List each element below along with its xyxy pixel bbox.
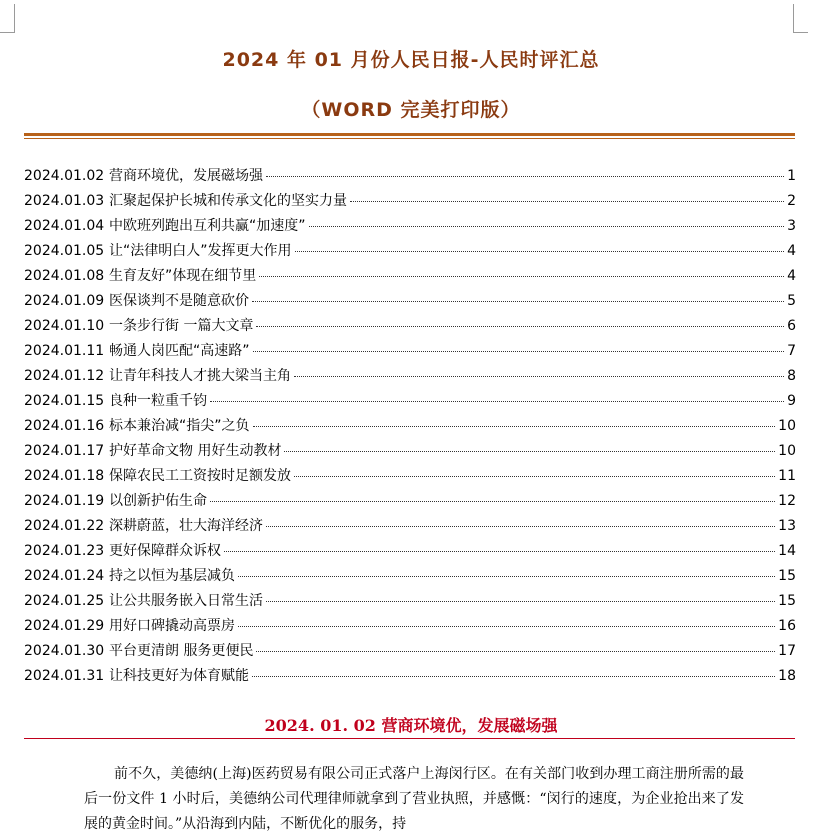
- toc-leader-dots: [266, 601, 775, 602]
- document-title: 2024 年 01 月份人民日报-人民时评汇总: [222, 49, 600, 71]
- toc-entry[interactable]: [24, 566, 796, 591]
- toc-leader-dots: [252, 676, 775, 677]
- toc-date: 2024.01.09: [24, 293, 105, 309]
- toc-page-number: 10: [778, 418, 796, 434]
- toc-entry[interactable]: [24, 341, 796, 366]
- toc-title[interactable]: 让公共服务嵌入日常生活: [109, 593, 263, 609]
- toc-leader-dots: [295, 251, 785, 252]
- page-corner-mark-right: [793, 4, 808, 33]
- toc-entry[interactable]: [24, 591, 796, 616]
- toc-page-number: 15: [778, 568, 796, 584]
- toc-date: 2024.01.03: [24, 193, 105, 209]
- toc-page-number: 14: [778, 543, 796, 559]
- toc-page-number: 9: [787, 393, 796, 409]
- toc-leader-dots: [224, 551, 775, 552]
- table-of-contents: [24, 166, 796, 691]
- toc-date: 2024.01.12: [24, 368, 105, 384]
- title-divider-thick: [24, 133, 795, 136]
- toc-leader-dots: [253, 426, 776, 427]
- toc-leader-dots: [294, 476, 775, 477]
- toc-date: 2024.01.19: [24, 493, 105, 509]
- toc-date: 2024.01.16: [24, 418, 105, 434]
- toc-entry[interactable]: [24, 441, 796, 466]
- toc-title[interactable]: 畅通人岗匹配“高速路”: [109, 343, 250, 359]
- toc-title[interactable]: 让青年科技人才挑大梁当主角: [109, 368, 291, 384]
- toc-title[interactable]: 护好革命文物 用好生动教材: [109, 443, 282, 459]
- toc-leader-dots: [256, 326, 784, 327]
- toc-leader-dots: [238, 576, 775, 577]
- toc-title[interactable]: 让“法律明白人”发挥更大作用: [109, 243, 292, 259]
- toc-title[interactable]: 用好口碑撬动高票房: [109, 618, 235, 634]
- toc-date: 2024.01.30: [24, 643, 105, 659]
- toc-page-number: 10: [778, 443, 796, 459]
- toc-page-number: 4: [787, 268, 796, 284]
- toc-entry[interactable]: [24, 166, 796, 191]
- toc-date: 2024.01.18: [24, 468, 105, 484]
- toc-date: 2024.01.05: [24, 243, 105, 259]
- toc-title[interactable]: 保障农民工工资按时足额发放: [109, 468, 291, 484]
- document-subtitle: （WORD 完美打印版）: [301, 99, 521, 121]
- toc-leader-dots: [210, 401, 784, 402]
- toc-page-number: 6: [787, 318, 796, 334]
- toc-entry[interactable]: [24, 316, 796, 341]
- toc-leader-dots: [284, 451, 775, 452]
- toc-title[interactable]: 以创新护佑生命: [109, 493, 207, 509]
- toc-title[interactable]: 更好保障群众诉权: [109, 543, 221, 559]
- toc-date: 2024.01.23: [24, 543, 105, 559]
- toc-title[interactable]: 标本兼治减“指尖”之负: [109, 418, 250, 434]
- toc-date: 2024.01.15: [24, 393, 105, 409]
- toc-title[interactable]: 持之以恒为基层减负: [109, 568, 235, 584]
- toc-date: 2024.01.24: [24, 568, 105, 584]
- toc-title[interactable]: 医保谈判不是随意砍价: [109, 293, 249, 309]
- toc-page-number: 15: [778, 593, 796, 609]
- toc-title[interactable]: 生育友好”体现在细节里: [109, 268, 257, 284]
- toc-date: 2024.01.17: [24, 443, 105, 459]
- toc-date: 2024.01.08: [24, 268, 105, 284]
- toc-page-number: 11: [778, 468, 796, 484]
- toc-entry[interactable]: [24, 641, 796, 666]
- toc-page-number: 12: [778, 493, 796, 509]
- toc-leader-dots: [266, 176, 784, 177]
- toc-entry[interactable]: [24, 616, 796, 641]
- section-divider: [24, 738, 795, 739]
- toc-page-number: 1: [787, 168, 796, 184]
- toc-title[interactable]: 一条步行街 一篇大文章: [109, 318, 254, 334]
- toc-entry[interactable]: [24, 541, 796, 566]
- toc-leader-dots: [294, 376, 784, 377]
- toc-title[interactable]: 中欧班列跑出互利共赢“加速度”: [109, 218, 306, 234]
- toc-entry[interactable]: [24, 466, 796, 491]
- toc-leader-dots: [256, 651, 775, 652]
- toc-entry[interactable]: [24, 666, 796, 691]
- section-heading: 2024. 01. 02 营商环境优，发展磁场强: [264, 716, 558, 735]
- toc-leader-dots: [253, 351, 785, 352]
- toc-page-number: 16: [778, 618, 796, 634]
- body-paragraph: 前不久，美德纳(上海)医药贸易有限公司正式落户上海闵行区。在有关部门收到办理工商注册所需的最后一份文件 1 小时后，美德纳公司代理律师就拿到了营业执照，并感慨：“闵行的速度，为企业抢出来了发展的黄金时间。”从沿海到内陆，不断优化的服务，持: [84, 766, 744, 832]
- toc-page-number: 5: [787, 293, 796, 309]
- toc-leader-dots: [259, 276, 784, 277]
- toc-leader-dots: [238, 626, 775, 627]
- toc-leader-dots: [252, 301, 784, 302]
- toc-title[interactable]: 让科技更好为体育赋能: [109, 668, 249, 684]
- toc-leader-dots: [309, 226, 785, 227]
- toc-page-number: 8: [787, 368, 796, 384]
- toc-entry[interactable]: [24, 491, 796, 516]
- toc-title[interactable]: 深耕蔚蓝，壮大海洋经济: [109, 518, 263, 534]
- toc-entry[interactable]: [24, 416, 796, 441]
- toc-date: 2024.01.02: [24, 168, 105, 184]
- toc-date: 2024.01.22: [24, 518, 105, 534]
- toc-page-number: 17: [778, 643, 796, 659]
- toc-title[interactable]: 汇聚起保护长城和传承文化的坚实力量: [109, 193, 347, 209]
- toc-page-number: 7: [787, 343, 796, 359]
- toc-date: 2024.01.04: [24, 218, 105, 234]
- toc-title[interactable]: 良种一粒重千钧: [109, 393, 207, 409]
- toc-entry[interactable]: [24, 516, 796, 541]
- toc-entry[interactable]: [24, 366, 796, 391]
- toc-entry[interactable]: [24, 291, 796, 316]
- toc-title[interactable]: 营商环境优，发展磁场强: [109, 168, 263, 184]
- toc-leader-dots: [210, 501, 775, 502]
- toc-date: 2024.01.10: [24, 318, 105, 334]
- page-corner-mark-left: [0, 4, 15, 33]
- toc-date: 2024.01.29: [24, 618, 105, 634]
- toc-page-number: 2: [787, 193, 796, 209]
- toc-entry[interactable]: [24, 266, 796, 291]
- toc-page-number: 18: [778, 668, 796, 684]
- toc-date: 2024.01.31: [24, 668, 105, 684]
- toc-leader-dots: [350, 201, 784, 202]
- toc-leader-dots: [266, 526, 775, 527]
- toc-date: 2024.01.25: [24, 593, 105, 609]
- title-divider-thin: [24, 138, 795, 139]
- toc-title[interactable]: 平台更清朗 服务更便民: [109, 643, 254, 659]
- toc-entry[interactable]: [24, 391, 796, 416]
- toc-page-number: 4: [787, 243, 796, 259]
- toc-entry[interactable]: [24, 191, 796, 216]
- toc-entry[interactable]: [24, 241, 796, 266]
- toc-page-number: 3: [787, 218, 796, 234]
- toc-entry[interactable]: [24, 216, 796, 241]
- toc-page-number: 13: [778, 518, 796, 534]
- toc-date: 2024.01.11: [24, 343, 105, 359]
